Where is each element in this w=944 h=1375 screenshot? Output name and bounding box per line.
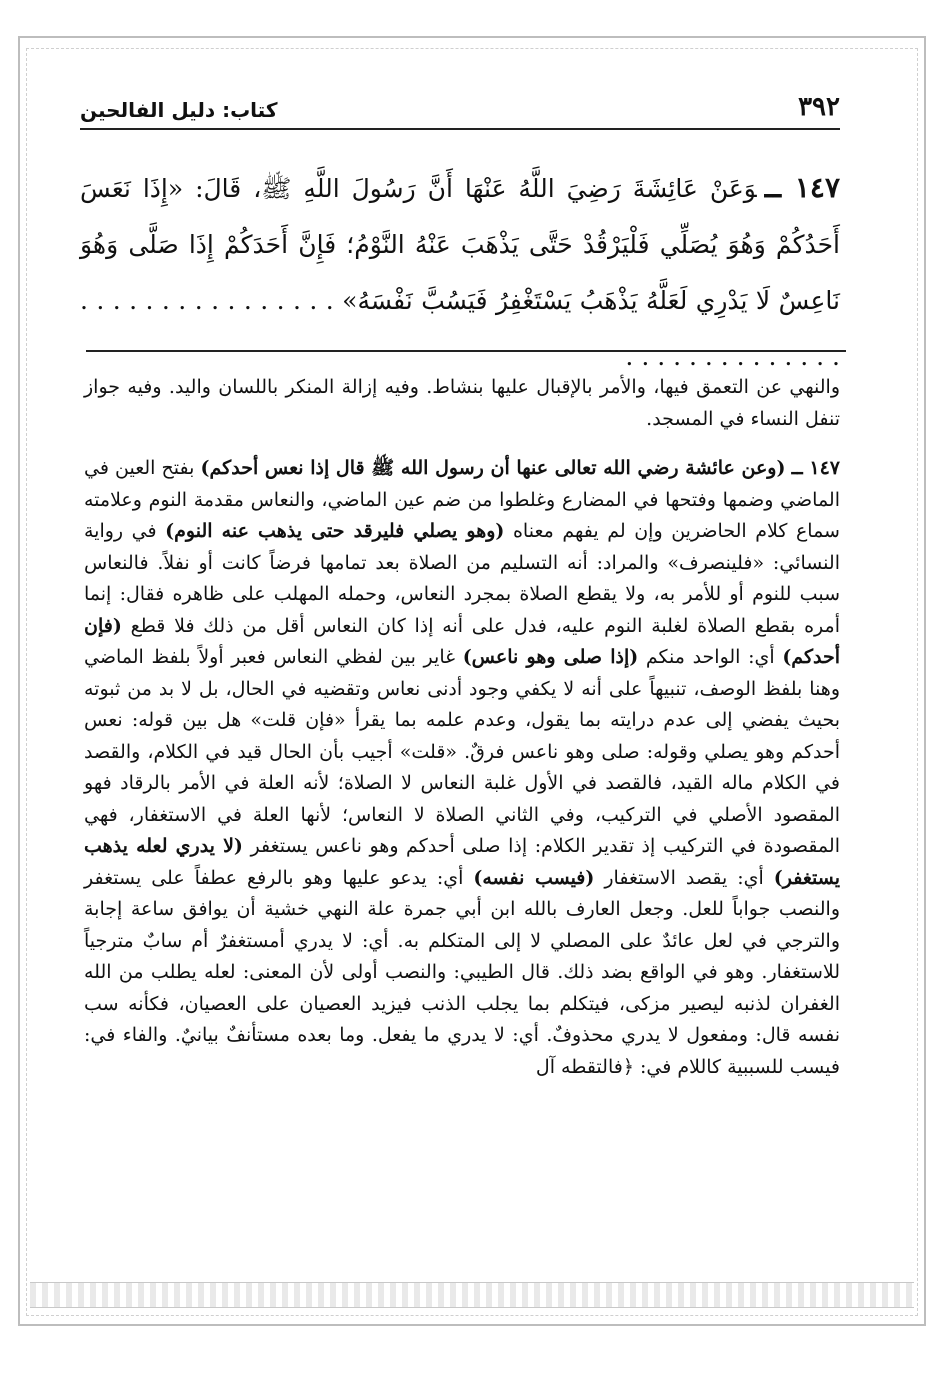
quote-segment: (فيسب نفسه) <box>473 866 595 889</box>
explanation-segment: غاير بين لفظي النعاس فعبر أولاً بلفظ الماضي وهنا بلفظ الوصف، تنبيهاً على أنه لا يكفي وجود أدنى نعاس وتقضيه في الحال، بل لا بد من ثبوته بحيث يفضي إلى عدم درايته بما يقول، وعدم علمه بما يقرأ «فإن قلت» هل بين قوله: نعس أحدكم وهو يصلي وقوله: صلى وهو ناعس فرقٌ. «قلت» أجيب بأن الحال قيد في الكلام، والقصد في الكلام ماله القيد، فالقصد في الأول غلبة النعاس لا الصلاة؛ لأنه العلة في الأمر بالرقاد فهو المقصود الأصلي في التركيب، وفي الثاني الصلاة لا النعاس؛ لأنها العلة في الاستغفار، فهي المقصودة في التركيب إذ تقدير الكلام: إذا صلى أحدكم وهو ناعس يستغفر <box>84 646 840 857</box>
page-number: ٣٩٢ <box>798 92 840 122</box>
quote-segment: (وهو يصلي فليرقد حتى يذهب عنه النوم) <box>165 520 505 542</box>
quote-segment: (وعن عائشة رضي الله تعالى عنها أن رسول الله ﷺ قال إذا نعس أحدكم) <box>200 457 786 479</box>
explanation-segment: أي: الواحد منكم <box>638 646 783 668</box>
bottom-ornament <box>30 1282 914 1308</box>
commentary-hadith-number: ١٤٧ ــ <box>791 457 841 479</box>
commentary <box>84 372 840 1083</box>
quote-segment: (لا يدري لعله يذهب يستغفر) <box>84 835 840 889</box>
explanation-segment: في رواية النسائي: «فلينصرف» والمراد: أنه التسليم من الصلاة بعد تمامها فرضاً كانت أو نفلاً. فالنعاس سبب للنوم أو للأمر به، ولا يقطع الصلاة بمجرد النعاس، وحمله المهلب على ظاهره فقال: إنما أمره بقطع الصلاة لغلبة النوم عليه، فدل على أنه إذا كان النعاس أقل من ذلك فلا قطع <box>84 520 840 637</box>
commentary-paragraph-2 <box>84 453 840 1083</box>
explanation-segment: أي: يقصد الاستغفار <box>594 866 774 889</box>
quote-segment: (إذا صلى وهو ناعس) <box>462 646 639 668</box>
quote-segment: (فإن أحدكم) <box>84 614 840 668</box>
footnote-divider <box>86 350 846 352</box>
explanation-segment: بفتح العين في الماضي وضمها وفتحها في المضارع وغلطوا من ضم عين الماضي، والنعاس مقدمة النوم وعلامته سماع كلام الحاضرين وإن لم يفهم معناه <box>84 457 840 542</box>
page-header <box>80 86 840 130</box>
book-title: كتاب: دليل الفالحين <box>80 98 278 122</box>
hadith-number: ١٤٧ ــ <box>764 171 840 204</box>
hadith-text: وَعَنْ عَائِشَةَ رَضِيَ اللَّهُ عَنْهَا أَنَّ رَسُولَ اللَّهِ ﷺ، قَالَ: «إِذَا نَعَسَ أَحَدُكُمْ وَهُوَ يُصَلِّي فَلْيَرْقُدْ حَتَّى يَذْهَبَ عَنْهُ النَّوْمُ؛ فَإِنَّ أَحَدَكُمْ إِذَا صَلَّى وَهُوَ نَاعِسٌ لَا يَدْرِي لَعَلَّهُ يَذْهَبُ يَسْتَغْفِرُ فَيَسُبَّ نَفْسَهُ» . . . . . . . . . . . . . . . . . . . . . . . . . . . . . . <box>80 174 840 371</box>
explanation-segment: أي: يدعو عليها وهو بالرفع عطفاً على يستغفر والنصب جواباً للعل. وجعل العارف بالله ابن أبي جمرة علة النهي خشية أن يوافق ساعة إجابة والترجي في لعل عائدٌ على المصلي لا إلى المتكلم به. أي: لا يدري أمستغفرٌ أم سابٌ مترجياً للاستغفار. وهو في الواقع بضد ذلك. قال الطيبي: والنصب أولى لأن المعنى: لعله يطلب من الله الغفران لذنبه ليصير مزكى، فيتكلم بما يجلب الذنب فيزيد العصيان على العصيان، فكأنه سب نفسه قال: ومفعول لا يدري محذوفٌ. أي: لا يدري ما يفعل. وما بعده مستأنفٌ بيانيٌ. والفاء في: فيسب للسببية كاللام في: ﴿فالتقطه آل <box>84 866 840 1078</box>
commentary-paragraph-1: والنهي عن التعمق فيها، والأمر بالإقبال عليها بنشاط. وفيه إزالة المنكر باللسان واليد. وفيه جواز تنفل النساء في المسجد. <box>84 376 840 430</box>
